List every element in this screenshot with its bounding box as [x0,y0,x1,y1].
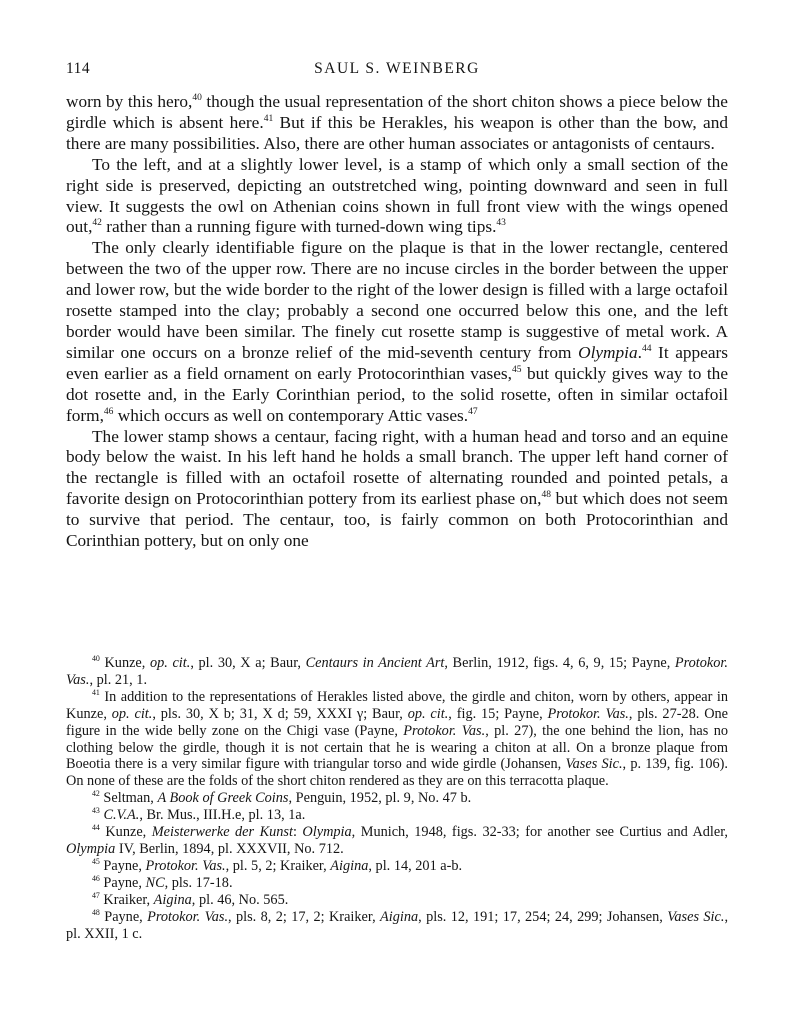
paragraph: The only clearly identifiable figure on the plaque is that in the lower rectangle, centered between the two of the upper row. There are no incuse circles in the border between the upper and lower row, but the wide border to the right of the lower design is filled with a large octafoil rosette stamped into the clay; probably a second one occurred below this one, and the left border would have been similar. The finely cut rosette stamp is suggestive of metal work. A similar one occurs on a bronze relief of the mid-seventh century from Olympia.$^{44}$ It appears even earlier as a field ornament on early Protocorinthian vases,$^{45}$ but quickly gives way to the dot rosette and, in the Early Corinthian period, to the solid rosette, often in similar octafoil form,$^{46}$ which occurs as well on contemporary Attic vases.$^{47}$ [66,238,728,425]
paragraph: To the left, and at a slightly lower level, is a stamp of which only a small section of the right side is preserved, depicting an outstretched wing, pointing downward and seen in full view. It suggests the owl on Athenian coins shown in full front view with the wings opened out,$^{42}$ rather than a running figure with turned-down wing tips.$^{43}$ [66,154,728,237]
footnote-48: $^{48}$ Payne, Protokor. Vas., pls. 8, 2; 17, 2; Kraiker, Aigina, pls. 12, 191; 17, 254; 24, 299; Johansen, Vases Sic., pl. XXII, 1 c. [66,907,729,942]
footnote-44: $^{44}$ Kunze, Meisterwerke der Kunst: Olympia, Munich, 1948, figs. 32-33; for another see Curtius and Adler, Olympia IV, Berlin, 1894, pl. XXXVII, No. 712. [66,823,729,857]
footnote-46: $^{46}$ Payne, NC, pls. 17-18. [92,873,233,891]
footnotes [66,655,728,942]
footnote-40: $^{40}$ Kunze, op. cit., pl. 30, X a; Baur, Centaurs in Ancient Art, Berlin, 1912, figs. 4, 6, 9, 15; Payne, Protokor. Vas., pl. 21, 1. [66,654,728,688]
footnote-42: $^{42}$ Seltman, A Book of Greek Coins, Penguin, 1952, pl. 9, No. 47 b. [92,789,472,807]
footnote-41: $^{41}$ In addition to the representations of Herakles listed above, the girdle and chiton, worn by others, appear in Kunze, op. cit., pls. 30, X b; 31, X d; 59, XXXI γ; Baur, op. cit., fig. 15; Payne, Protokor. Vas., pls. 27-28. One figure in the wide belly zone on the Chigi vase (Payne, Protokor. Vas., pl. 27), the one behind the lion, has no clothing below the girdle, though it is not certain that he is wearing a chiton at all. On a bronze plaque from Boeotia there is a very similar figure with triangular torso and wide girdle (Johansen, Vases Sic., p. 139, fig. 106). On none of these are the folds of the short chiton rendered as they are on this terracotta plaque. [66,687,729,790]
footnote-43: $^{43}$ C.V.A., Br. Mus., III.H.e, pl. 13, 1a. [92,806,306,824]
page-number: 114 [66,60,91,77]
footnote-45: $^{45}$ Payne, Protokor. Vas., pl. 5, 2; Kraiker, Aigina, pl. 14, 201 a-b. [92,856,463,874]
running-title: SAUL S. WEINBERG [314,60,480,77]
paragraph: The lower stamp shows a centaur, facing right, with a human head and torso and an equine body below the waist. In his left hand he holds a small branch. The upper left hand corner of the rectangle is filled with an octafoil rosette of alternating rounded and pointed petals, a favorite design on Protocorinthian pottery from its earliest phase on,$^{48}$ but which does not seem to survive that period. The centaur, too, is fairly common on both Protocorinthian and Corinthian pottery, but on only one [66,426,728,551]
page-header [66,60,728,82]
footnote-47: $^{47}$ Kraiker, Aigina, pl. 46, No. 565. [92,890,289,908]
paragraph: worn by this hero,$^{40}$ though the usual representation of the short chiton shows a piece below the girdle which is absent here.$^{41}$ But if this be Herakles, his weapon is other than the bow, and there are many possibilities. Also, there are other human associates or antagonists of centaurs. [66,92,729,153]
body-text [66,92,728,552]
